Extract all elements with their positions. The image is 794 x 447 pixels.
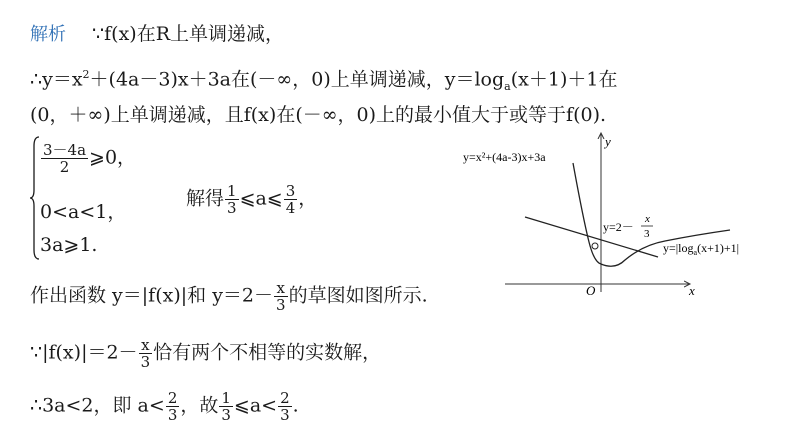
equation-fraction bbox=[139, 337, 153, 370]
system-row-2-text: 0<a<1， bbox=[40, 201, 127, 223]
final-line-c: ⩽a< bbox=[233, 394, 278, 417]
system-row-1 bbox=[40, 142, 136, 175]
solve-fraction-2 bbox=[284, 183, 298, 216]
final-line-b: ，故 bbox=[180, 394, 219, 417]
line-1 bbox=[30, 22, 284, 47]
line-label-den: 3 bbox=[644, 228, 650, 240]
log-base: a bbox=[504, 80, 511, 94]
y-axis-label: y bbox=[605, 134, 611, 149]
equation-line-a: ∵|f(x)|＝2－ bbox=[30, 341, 138, 364]
fraction-numerator: 1 bbox=[227, 182, 237, 200]
curve2-label bbox=[663, 241, 739, 257]
curve2-label-b: (x+1)+1| bbox=[697, 241, 740, 255]
solve-fraction-1 bbox=[225, 183, 239, 216]
curve2-label-a: y=|log bbox=[663, 241, 694, 255]
system-brace bbox=[30, 136, 40, 260]
fraction-numerator: 2 bbox=[280, 389, 290, 407]
fraction-numerator: 1 bbox=[221, 389, 231, 407]
fraction-denominator: 3 bbox=[140, 353, 151, 371]
curve2-label-sub: a bbox=[693, 248, 698, 257]
x-axis-label: x bbox=[689, 283, 695, 298]
final-line-a: ∴3a<2，即 a< bbox=[30, 394, 165, 417]
function-graph bbox=[455, 130, 785, 300]
fraction-numerator: 2 bbox=[167, 389, 178, 407]
fraction-denominator: 4 bbox=[285, 199, 296, 217]
fraction-numerator: x bbox=[139, 337, 153, 354]
line-label-num: x bbox=[645, 213, 650, 225]
system-fraction bbox=[41, 142, 88, 175]
intersection-point bbox=[592, 243, 598, 249]
final-line-d: . bbox=[292, 394, 299, 417]
fraction-denominator: 3 bbox=[167, 406, 178, 424]
exponent: 2 bbox=[82, 68, 90, 81]
text-line-1: ∵f(x)在R上单调递减， bbox=[92, 23, 285, 45]
equation-line bbox=[30, 337, 381, 370]
draw-line bbox=[30, 280, 428, 313]
solve-prefix: 解得 bbox=[186, 187, 225, 210]
line-label bbox=[603, 220, 634, 234]
final-fraction-1 bbox=[166, 390, 180, 423]
solve-suffix: ， bbox=[298, 187, 318, 210]
draw-line-fraction bbox=[274, 280, 288, 313]
fraction-denominator: 3 bbox=[276, 296, 286, 314]
fraction-denominator: 3 bbox=[280, 406, 290, 424]
text-line-3: (0，＋∞)上单调递减，且f(x)在(－∞，0)上的最小值大于或等于f(0). bbox=[30, 104, 607, 126]
system-row-2 bbox=[40, 200, 126, 224]
final-line bbox=[30, 390, 299, 423]
system-row-3-text: 3a⩾1. bbox=[40, 234, 98, 256]
draw-line-b: 的草图如图所示. bbox=[288, 284, 428, 307]
system-row-1-rest: ⩾0， bbox=[89, 146, 137, 169]
system-row-3 bbox=[40, 233, 97, 257]
fraction-denominator: 3 bbox=[227, 199, 237, 217]
equation-line-b: 恰有两个不相等的实数解， bbox=[153, 341, 382, 364]
text-line-2b: ＋(4a－3)x＋3a在(－∞，0)上单调递减，y＝log bbox=[89, 68, 505, 91]
fraction-denominator: 2 bbox=[59, 158, 70, 176]
curve1-label: y=x²+(4a-3)x+3a bbox=[463, 150, 546, 164]
draw-line-a: 作出函数 y＝|f(x)|和 y＝2－ bbox=[30, 284, 274, 307]
final-fraction-2 bbox=[219, 390, 233, 423]
line-2 bbox=[30, 63, 617, 99]
solve-line bbox=[186, 183, 317, 216]
final-fraction-3 bbox=[278, 390, 292, 423]
line-label-a: y=2－ bbox=[603, 220, 634, 234]
section-label: 解析 bbox=[30, 24, 66, 45]
fraction-denominator: 3 bbox=[221, 406, 231, 424]
origin-label: O bbox=[586, 283, 596, 298]
solve-mid: ⩽a⩽ bbox=[239, 187, 283, 210]
fraction-numerator: 3－4a bbox=[43, 141, 87, 159]
fraction-numerator: 3 bbox=[285, 182, 296, 200]
line-3 bbox=[30, 103, 606, 127]
text-line-2c: (x＋1)＋1在 bbox=[510, 68, 618, 91]
text-line-2a: ∴y＝x bbox=[30, 68, 83, 91]
fraction-numerator: x bbox=[274, 280, 288, 297]
